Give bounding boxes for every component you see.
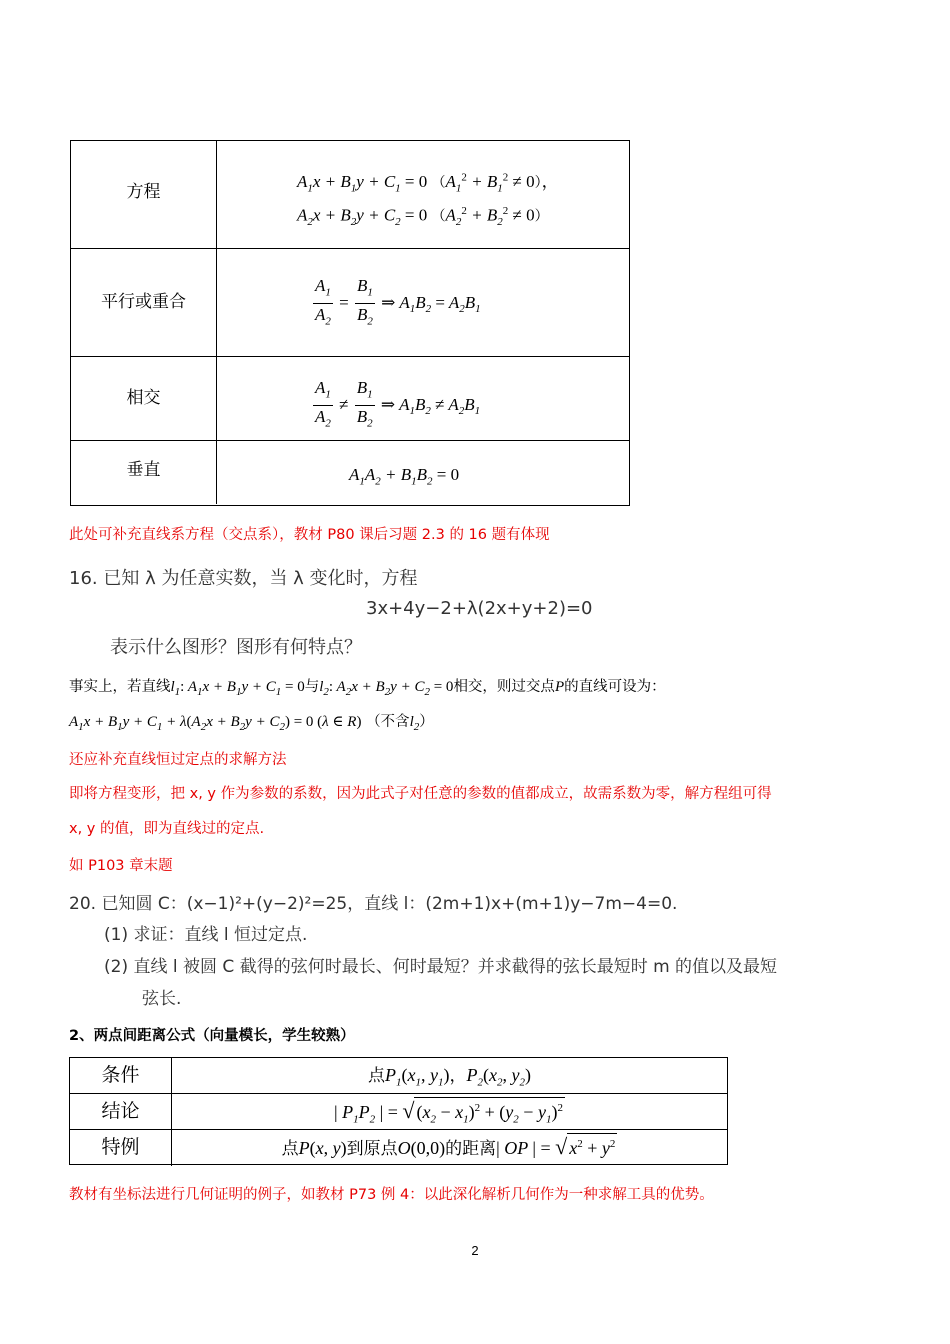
exercise-20-line2: (1) 求证：直线 l 恒过定点. <box>104 925 308 945</box>
equation-line-1: $A_1x + B_1y + C_1 = 0$ $(A_1^2 + B_1^2 \ne 0)$， <box>297 171 559 195</box>
note-p103: 如 P103 章末题 <box>69 858 173 874</box>
page-number: 2 <box>471 1243 479 1258</box>
table-row: 结论 | $P_1P_2$ | = √ $(x_2 - x_1)^2 + (y_2 - y_1)^2$ <box>70 1094 727 1130</box>
row-label-intersect: 相交 <box>126 388 161 408</box>
exercise-16-line2: 表示什么图形？图形有何特点？ <box>110 637 362 658</box>
fact-line-2: $A_1x + B_1y + C_1 + \lambda(A_2x + B_2y + C_2) = 0$ (λ ∈ R) （不含$l_2$） <box>69 714 434 733</box>
note-fixed-point: 还应补充直线恒过定点的求解方法 <box>69 752 287 768</box>
intersect-condition: $\frac{A_1}{A_2}$ ≠ $\frac{B_1}{B_2}$ ⇒ $A_1B_2 \ne A_2B_1$ <box>315 378 481 430</box>
row-label-perpendicular: 垂直 <box>126 460 161 480</box>
note-method-line1: 即将方程变形，把 x, y 作为参数的系数，因为此式子对任意的参数的值都成立，故需系数为零，解方程组可得 <box>69 786 772 802</box>
exercise-16-line1: 16. 已知 λ 为任意实数，当 λ 变化时，方程 <box>69 568 418 589</box>
parallel-condition: $\frac{A_1}{A_2}$ = $\frac{B_1}{B_2}$ ⇒ $A_1B_2 = A_2B_1$ <box>315 276 481 328</box>
table-row <box>71 249 629 357</box>
exercise-20-line3: (2) 直线 l 被圆 C 截得的弦何时最长、何时最短？并求截得的弦长最短时 m 的值以及最短 <box>104 957 778 977</box>
exercise-20-line4: 弦长. <box>142 989 182 1009</box>
table-row: 特例 点P(x, y)到原点O(0,0)的距离| OP | = √ $x^2 + y^2$ <box>70 1130 727 1166</box>
exercise-20-line1: 20. 已知圆 C：(x−1)²+(y−2)²=25，直线 l：(2m+1)x+(m+1)y−7m−4=0. <box>69 894 678 914</box>
note-method-line2: x, y 的值，即为直线过的定点. <box>69 821 265 837</box>
table-row: 条件 点$P_1(x_1$, $y_1$)，$P_2(x_2$, $y_2$) <box>70 1058 727 1094</box>
line-relations-table <box>70 140 630 506</box>
fact-line-1: 事实上，若直线$l_1$: $A_1x + B_1y + C_1 = 0$与$l_2$: $A_2x + B_2y + C_2 = 0$相交，则过交点P的直线可设为： <box>69 679 666 698</box>
row-label-special-case: 特例 <box>70 1130 172 1166</box>
note-coordinate-method: 教材有坐标法进行几何证明的例子，如教材 P73 例 4：以此深化解析几何作为一种求解工具的优势。 <box>69 1187 714 1203</box>
row-label-condition: 条件 <box>70 1058 172 1093</box>
row-label-parallel: 平行或重合 <box>101 292 186 312</box>
equation-line-2: $A_2x + B_2y + C_2 = 0$ $(A_2^2 + B_2^2 \ne 0)$ <box>297 205 549 229</box>
section-2-heading: 2、两点间距离公式（向量模长，学生较熟） <box>69 1028 355 1044</box>
table-row <box>71 441 629 504</box>
perpendicular-condition: $A_1A_2 + B_1B_2 = 0$ <box>349 465 460 488</box>
row-label-equation: 方程 <box>126 182 161 202</box>
exercise-16-equation: 3x+4y−2+λ(2x+y+2)=0 <box>366 598 593 619</box>
distance-formula-table <box>69 1057 728 1165</box>
table-row <box>71 141 629 249</box>
table-row <box>71 357 629 441</box>
note-line-system: 此处可补充直线系方程（交点系），教材 P80 课后习题 2.3 的 16 题有体现 <box>69 527 550 543</box>
row-label-conclusion: 结论 <box>70 1094 172 1129</box>
